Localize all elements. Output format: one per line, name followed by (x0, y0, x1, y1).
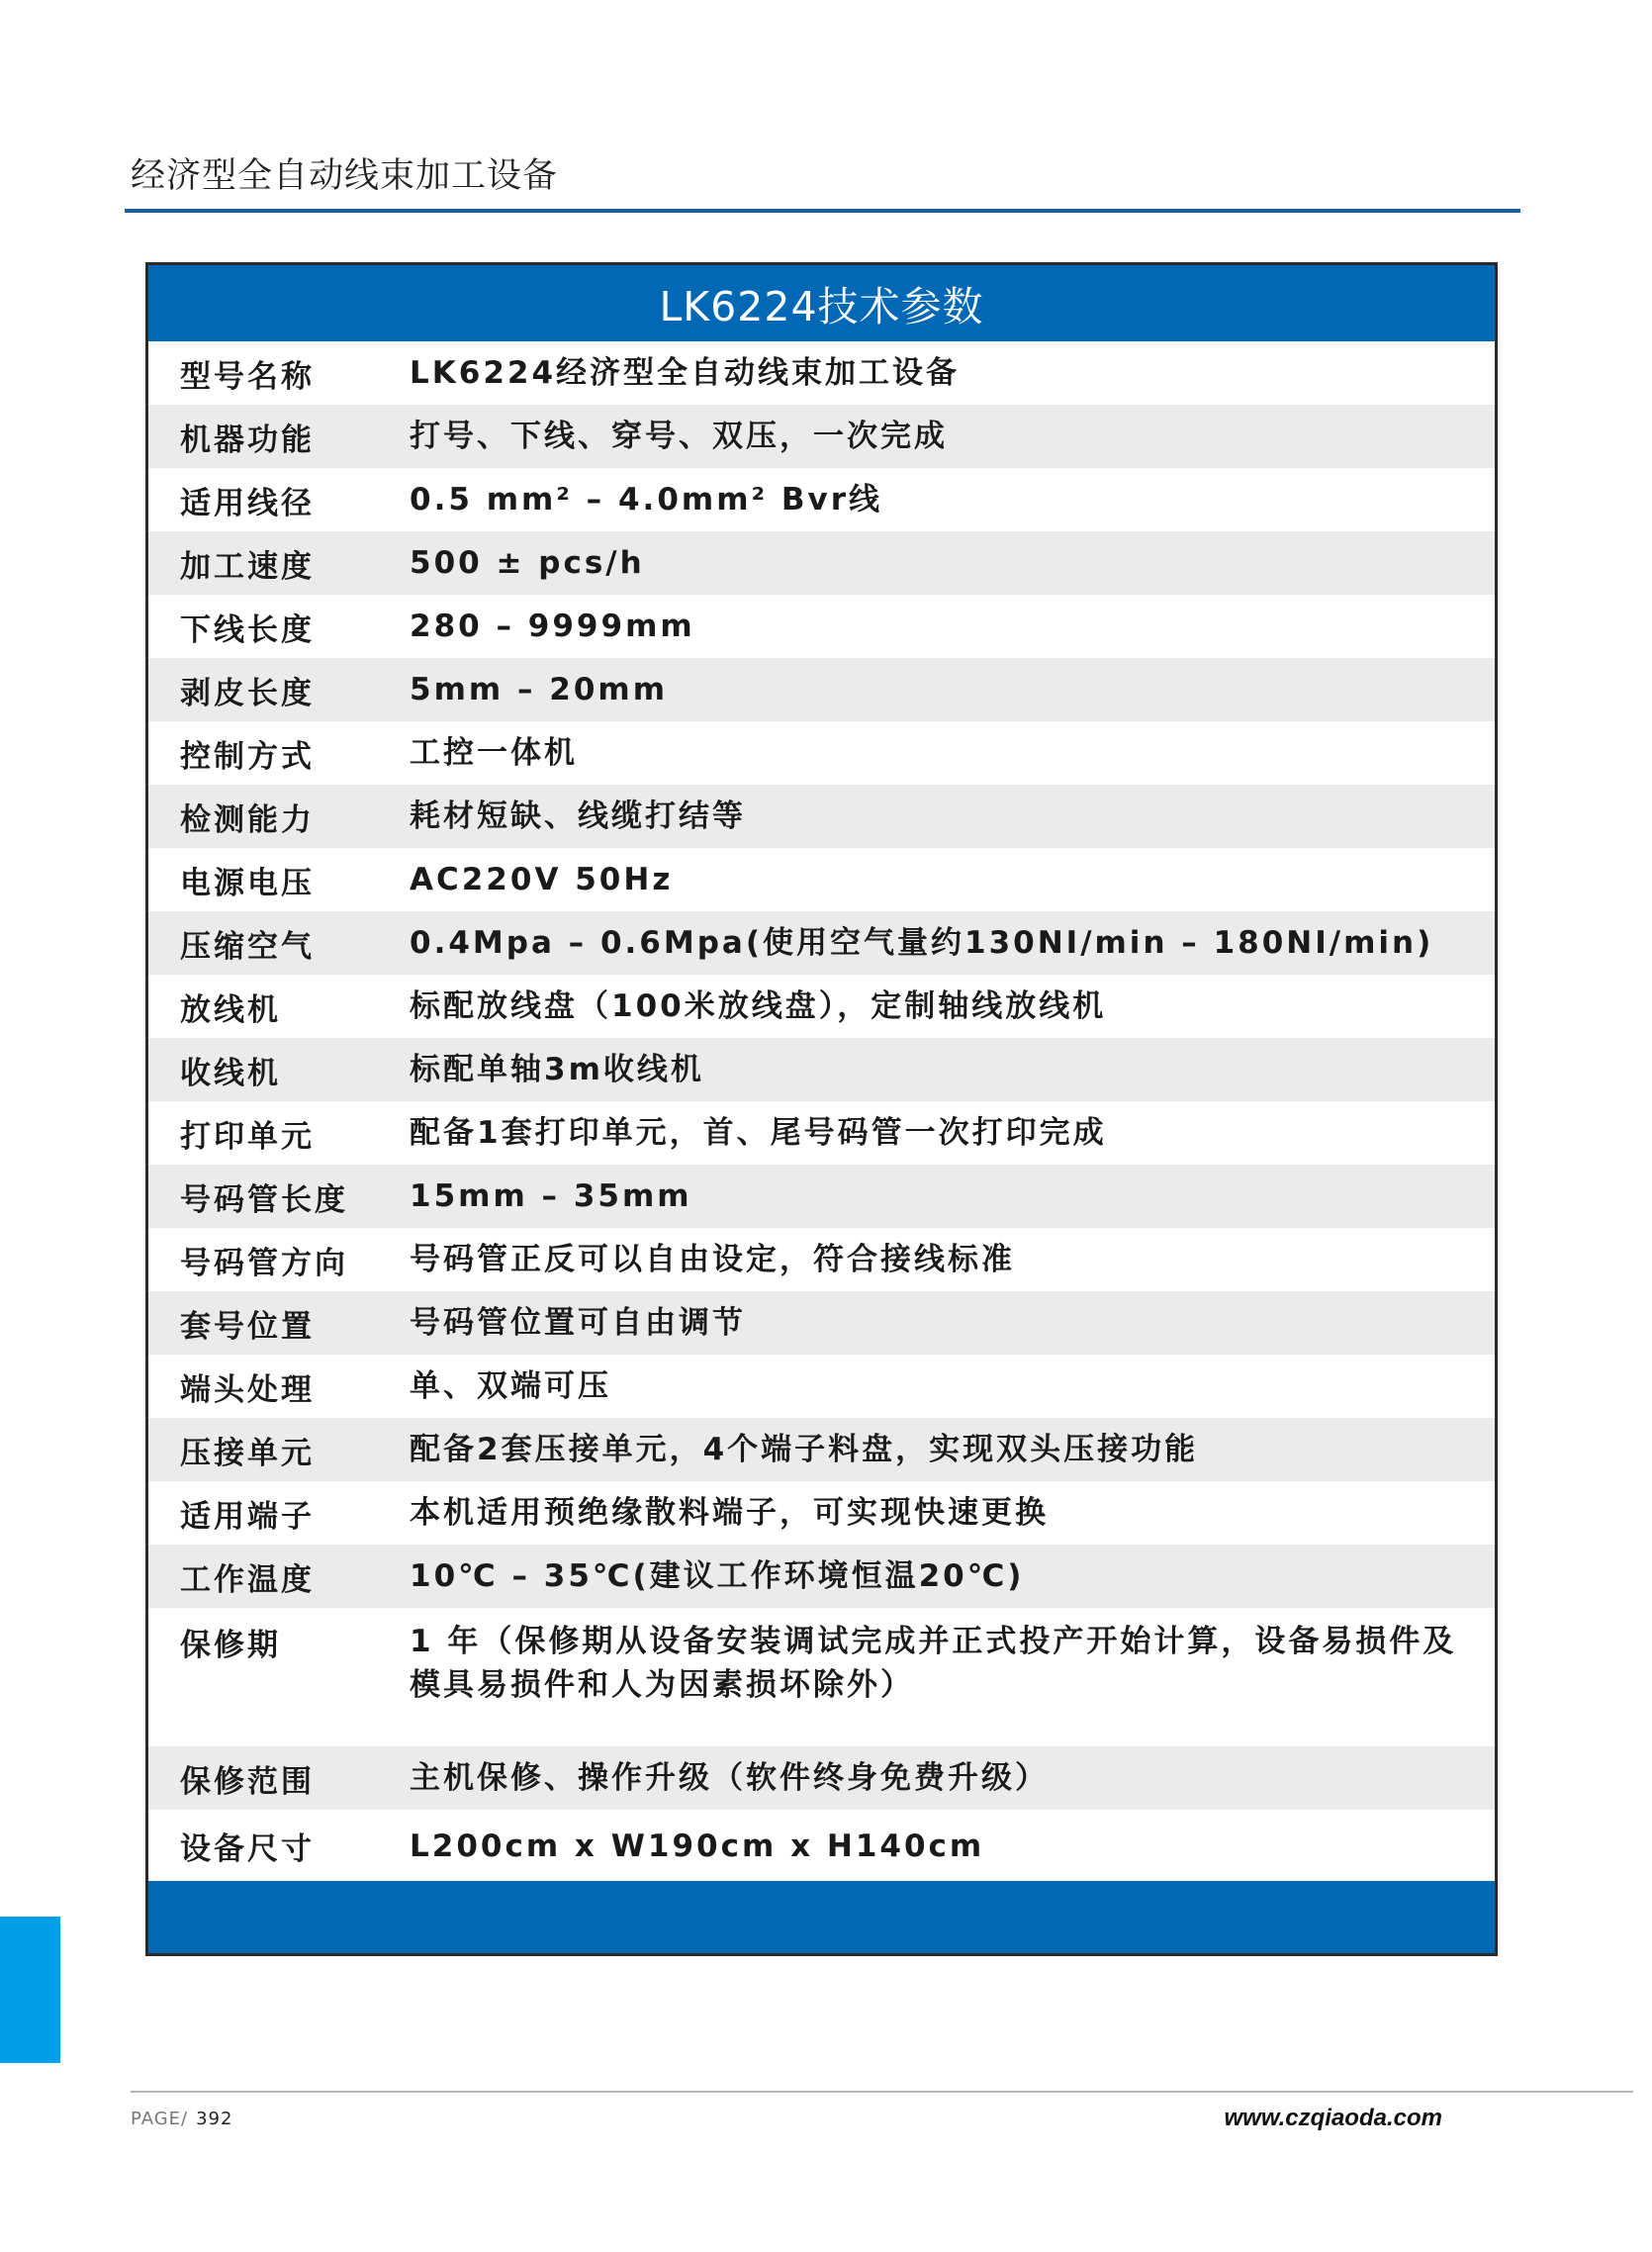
table-row (148, 721, 1495, 785)
row-value: 本机适用预绝缘散料端子，可实现快速更换 (410, 1495, 1049, 1531)
row-value: 号码管正反可以自由设定，符合接线标准 (410, 1242, 1015, 1277)
table-row (148, 1746, 1495, 1810)
footer-divider (131, 2091, 1633, 2093)
row-label: 机器功能 (180, 422, 315, 458)
spec-rows (148, 341, 1495, 1882)
row-label: 适用线径 (180, 485, 315, 521)
spec-table (145, 262, 1498, 1956)
table-row (148, 341, 1495, 405)
page-number-value: 392 (196, 2109, 233, 2129)
table-row (148, 1810, 1495, 1882)
row-value: L200cm x W190cm x H140cm (410, 1828, 985, 1864)
row-label: 打印单元 (180, 1118, 315, 1155)
row-value: 耗材短缺、线缆打结等 (410, 798, 746, 834)
row-value: 0.5 mm² – 4.0mm² Bvr线 (410, 482, 882, 517)
table-row (148, 405, 1495, 468)
row-value: 配备2套压接单元，4个端子料盘，实现双头压接功能 (410, 1432, 1199, 1467)
row-value: LK6224经济型全自动线束加工设备 (410, 355, 961, 391)
page-header-title: 经济型全自动线束加工设备 (131, 156, 559, 196)
row-label: 压接单元 (180, 1435, 315, 1471)
side-color-tab (0, 1917, 60, 2063)
row-value: AC220V 50Hz (410, 862, 674, 897)
website-url: www.czqiaoda.com (1224, 2105, 1442, 2131)
row-value: 15mm – 35mm (410, 1178, 692, 1214)
row-label: 放线机 (180, 991, 281, 1028)
spec-table-footer-band (148, 1881, 1495, 1953)
row-label: 保修范围 (180, 1763, 315, 1800)
row-value: 标配放线盘（100米放线盘），定制轴线放线机 (410, 988, 1107, 1024)
row-value: 280 – 9999mm (410, 609, 695, 644)
row-value: 单、双端可压 (410, 1368, 611, 1404)
row-value: 打号、下线、穿号、双压，一次完成 (410, 419, 948, 454)
row-value: 主机保修、操作升级（软件终身免费升级） (410, 1760, 1049, 1796)
row-label: 控制方式 (180, 738, 315, 775)
row-value: 10℃ – 35℃(建议工作环境恒温20℃) (410, 1558, 1025, 1594)
row-label: 号码管长度 (180, 1181, 348, 1218)
row-value: 工控一体机 (410, 735, 578, 771)
row-label: 检测能力 (180, 801, 315, 838)
header-divider (125, 209, 1520, 213)
table-row (148, 658, 1495, 721)
table-row (148, 911, 1495, 975)
table-row (148, 1101, 1495, 1165)
table-row (148, 1291, 1495, 1355)
table-row (148, 975, 1495, 1038)
row-value: 号码管位置可自由调节 (410, 1305, 746, 1341)
table-row (148, 1355, 1495, 1418)
table-row (148, 785, 1495, 848)
row-value: 1 年（保修期从设备安装调试完成并正式投产开始计算，设备易损件及模具易损件和人为因素损坏除外） (410, 1624, 1457, 1703)
row-label: 型号名称 (180, 358, 315, 395)
row-label: 号码管方向 (180, 1245, 348, 1281)
row-value: 5mm – 20mm (410, 672, 669, 707)
page-number (131, 2109, 232, 2129)
row-label: 适用端子 (180, 1498, 315, 1535)
row-label: 下线长度 (180, 611, 315, 648)
table-row (148, 1481, 1495, 1545)
row-label: 加工速度 (180, 548, 315, 585)
row-label: 设备尺寸 (180, 1831, 315, 1867)
table-row (148, 848, 1495, 911)
table-row (148, 1545, 1495, 1608)
table-row (148, 595, 1495, 658)
row-value: 0.4Mpa – 0.6Mpa(使用空气量约130NI/min – 180NI/min) (410, 925, 1434, 961)
table-row (148, 1165, 1495, 1228)
page-prefix: PAGE/ (131, 2109, 189, 2129)
row-label: 保修期 (180, 1628, 281, 1663)
spec-table-title: LK6224技术参数 (148, 265, 1495, 341)
table-row (148, 1038, 1495, 1101)
row-label: 剥皮长度 (180, 675, 315, 711)
row-value: 标配单轴3m收线机 (410, 1052, 704, 1087)
table-row (148, 531, 1495, 595)
row-value: 配备1套打印单元，首、尾号码管一次打印完成 (410, 1115, 1107, 1151)
table-row (148, 468, 1495, 531)
table-row (148, 1608, 1495, 1746)
row-label: 压缩空气 (180, 928, 315, 965)
table-row (148, 1418, 1495, 1481)
row-label: 套号位置 (180, 1308, 315, 1345)
row-label: 端头处理 (180, 1371, 315, 1408)
row-label: 电源电压 (180, 865, 315, 901)
row-label: 收线机 (180, 1055, 281, 1091)
row-label: 工作温度 (180, 1561, 315, 1598)
row-value: 500 ± pcs/h (410, 545, 645, 581)
table-row (148, 1228, 1495, 1291)
